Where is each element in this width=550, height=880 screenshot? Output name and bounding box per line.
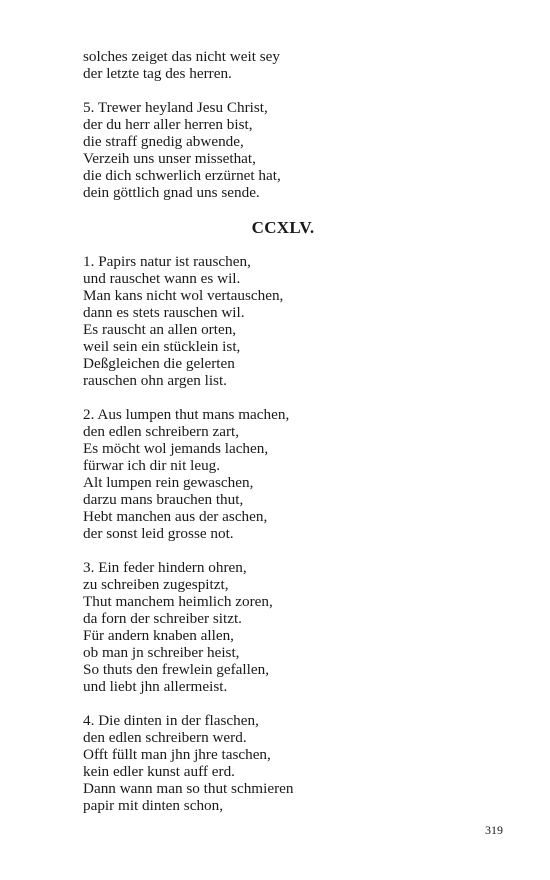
song-heading: CCXLV. [251, 218, 315, 237]
verse-line: Deßgleichen die gelerten [83, 355, 235, 372]
verse-line: die dich schwerlich erzürnet hat, [83, 167, 281, 184]
verse-line: solches zeiget das nicht weit sey [83, 48, 280, 65]
verse-line: der du herr aller herren bist, [83, 116, 253, 133]
verse-line: Es möcht wol jemands lachen, [83, 440, 269, 457]
verse-line: den edlen schreibern zart, [83, 423, 240, 440]
previous-song-ending [83, 48, 483, 82]
verse-line: und rauschet wann es wil. [83, 270, 241, 287]
page-number: 319 [485, 823, 503, 837]
verse-line: darzu mans brauchen thut, [83, 491, 244, 508]
stanza-4 [83, 712, 483, 814]
verse-line: ob man jn schreiber heist, [83, 644, 240, 661]
text-block [83, 48, 483, 814]
verse-line: dein göttlich gnad uns sende. [83, 184, 260, 201]
stanza-3 [83, 559, 483, 695]
verse-line: 1. Papirs natur ist rauschen, [83, 253, 251, 270]
verse-line: Thut manchem heimlich zoren, [83, 593, 273, 610]
stanza-1 [83, 253, 483, 389]
verse-line: und liebt jhn allermeist. [83, 678, 228, 695]
verse-line: den edlen schreibern werd. [83, 729, 247, 746]
stanza-5 [83, 99, 483, 201]
verse-line: dann es stets rauschen wil. [83, 304, 245, 321]
verse-line: der sonst leid grosse not. [83, 525, 234, 542]
verse-line: fürwar ich dir nit leug. [83, 457, 221, 474]
verse-line: Dann wann man so thut schmieren [83, 780, 294, 797]
verse-line: da forn der schreiber sitzt. [83, 610, 242, 627]
verse-line: die straff gnedig abwende, [83, 133, 244, 150]
verse-line: Für andern knaben allen, [83, 627, 234, 644]
stanza-2 [83, 406, 483, 542]
verse-line: 3. Ein feder hindern ohren, [83, 559, 247, 576]
verse-line: Hebt manchen aus der aschen, [83, 508, 268, 525]
verse-line: Man kans nicht wol vertauschen, [83, 287, 284, 304]
verse-line: kein edler kunst auff erd. [83, 763, 235, 780]
verse-line: weil sein ein stücklein ist, [83, 338, 241, 355]
verse-line: 4. Die dinten in der flaschen, [83, 712, 259, 729]
verse-line: Offt füllt man jhn jhre taschen, [83, 746, 271, 763]
verse-line: zu schreiben zugespitzt, [83, 576, 229, 593]
verse-line: papir mit dinten schon, [83, 797, 224, 814]
verse-line: rauschen ohn argen list. [83, 372, 227, 389]
verse-line: So thuts den frewlein gefallen, [83, 661, 269, 678]
verse-line: Es rauscht an allen orten, [83, 321, 237, 338]
verse-line: 2. Aus lumpen thut mans machen, [83, 406, 290, 423]
verse-line: 5. Trewer heyland Jesu Christ, [83, 99, 268, 116]
verse-line: Alt lumpen rein gewaschen, [83, 474, 254, 491]
verse-line: Verzeih uns unser missethat, [83, 150, 256, 167]
verse-line: der letzte tag des herren. [83, 65, 232, 82]
